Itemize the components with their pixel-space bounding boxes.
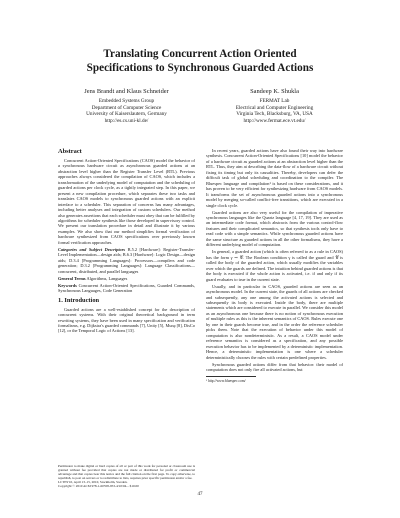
general-terms-heading: General Terms <box>58 275 86 281</box>
left-column <box>58 148 195 336</box>
right-column <box>206 148 343 383</box>
keywords-text: Concurrent Action-Oriented Specifications, Guarded Commands, Synchronous Languages, Code Generation <box>58 282 195 294</box>
permission-block <box>58 464 195 489</box>
page-number: 47 <box>197 492 203 497</box>
conference-info: LCTES'10, April 13–15, 2010, Stockholm, Sweden. <box>58 480 128 485</box>
body-paragraph: Usually, and in particular in CAOS, guarded actions are seen as an asynchronous model. In the current state, the guards of all actions are checked and subsequently, any one among the activated actions is selected and subsequently its body is executed. Inside the body, there are multiple statements which are considered to execute in parallel. We consider this model as an asynchronous one because there is no notion of synchronous execution of multiple rules as this is the inherent semantics of CAOS. Rules execute one by one in their guards become true, and in the order the reference scheduler picks them. Note that the execution of behavior under this model of computation is also nondeterministic. As a result, a CAOS model under reference semantics is considered as a specification, and any possible execution behavior has to be implemented by a deterministic implementation. Hence, a deterministic implementation is one where a scheduler deterministically chooses the rules with certain predefined properties. <box>206 283 343 360</box>
author-block-1 <box>58 88 195 124</box>
introduction-heading: 1. Introduction <box>58 296 100 304</box>
categories-paragraph <box>58 247 195 274</box>
intro-paragraph: Guarded actions are a well-established concept for the description of concurrent systems. With their original theoretical background in term rewriting systems, they have been used in many specification and verification formalisms, e.g. Dijkstra's guarded commands [7], Unity [5], Murφ [8], DisCo [12], or the Temporal Logic of Actions [13]. <box>58 306 195 334</box>
author-affiliation: Electrical and Computer Engineering <box>235 104 314 111</box>
body-paragraph: Synchronous guarded actions differ from that behavior: their model of computation does not only fire all activated actions, but <box>206 361 343 373</box>
title-line-2: Specifications to Synchronous Guarded Actions <box>86 61 314 74</box>
footnote-divider <box>206 376 256 377</box>
body-paragraph: Guarded actions are also very useful for the compilation of imperative synchronous languages like the Quartz language [4, 17, 19]. They are used as an intermediate code format, which abstracts from the various control-flow features and their complicated semantics, so that synthesis tools only have to read code with a simple semantics. While synchronous guarded actions have the same structure as guarded actions in all the other formalisms, they have a different underlying model of computation. <box>206 209 343 248</box>
keywords-paragraph <box>58 283 195 294</box>
body-paragraph: In general, a guarded action (which is often referred to as a rule in CAOS) has the form γ ⇒ 𝒞. The Boolean condition γ is called the guard and 𝒞 is called the body of the guarded action, which usually modifies the variables over which the guards are defined. The intuition behind guarded actions is that the body is executed if the whole action is activated, i.e. if and only if its guard evaluates to true in the current state. <box>206 249 343 282</box>
author-affiliation: Embedded Systems Group <box>98 98 155 104</box>
keywords-heading: Keywords <box>58 282 77 288</box>
paper-title <box>0 48 400 75</box>
author-names: Sandeep K. Shukla <box>250 88 299 95</box>
author-affiliation: Department of Computer Science <box>91 104 162 111</box>
author-affiliation: FERMAT Lab <box>259 98 290 104</box>
author-names: Jens Brandt and Klaus Schneider <box>84 88 169 95</box>
abstract-text: Concurrent Action-Oriented Specifications (CAOS) model the behavior of a synchronous hardware circuit as asynchronous guarded actions at an abstraction level higher than the Register Transfer Level (RTL). Previous approaches always considered the compilation of CAOS, which includes a transformation of the underlying model of computation and the scheduling of guarded actions per clock cycle, as a tightly integrated step. In this paper, we present a new compilation procedure, which separates these two tasks and translates CAOS models to synchronous guarded actions with an explicit interface to a scheduler. This separation of concerns has many advantages, including better analyses and integration of custom schedulers. Our method also generates assertions that each scheduler must obey that can be fulfilled by algorithms for scheduler synthesis like those developed in supervisory control. We present our translation procedure in detail and illustrate it by various examples. We also show that our method simplifies formal verification of hardware synthesized from CAOS specifications over previously known formal verification approaches. <box>58 158 195 245</box>
author-affiliation: University of Kaiserslautern, Germany <box>86 111 167 118</box>
categories-text: B.5.2 [Hardware]: Register-Transfer-Level Implementation—design aids; B.6.3 [Hardware]: Logic Design—design aids; D.3.4 [Programming Languages]: Processors—compilers and code generation; D.3.2 [Programming Languages]: Language Classifications—concurrent, distributed, and parallel languages <box>58 246 195 274</box>
general-terms-text: Algorithms, Languages <box>86 275 128 281</box>
permission-text: Permission to make digital or hard copies of all or part of this work for personal or classroom use is granted without fee provided that copies are not made or distributed for profit or commercial advantage and that copies bear this notice and the full citation on the first page. To copy otherwise, to republish, to post on servers or to redistribute to lists, requires prior specific permission and/or a fee. <box>58 464 195 481</box>
title-line-1: Translating Concurrent Action Oriented <box>103 48 297 60</box>
author-affiliation: Virginia Tech, Blacksburg, VA, USA <box>236 111 313 118</box>
author-url-link[interactable]: http://www.fermat.ece.vt.edu/ <box>243 117 306 124</box>
footnote-link[interactable]: ¹ http://www.bluespec.com/ <box>206 378 246 383</box>
copyright-info: Copyright © 2010 ACM 978-1-60558-953-4/10/04... $10.00 <box>58 484 139 489</box>
categories-heading: Categories and Subject Descriptors <box>58 246 126 252</box>
abstract-heading: Abstract <box>58 148 82 155</box>
general-terms-paragraph <box>58 276 195 281</box>
author-block-2 <box>206 88 343 124</box>
body-paragraph: In recent years, guarded actions have also found their way into hardware synthesis. Concurrent Action-Oriented Specifications [10] model the behavior of a hardware circuit as guarded actions at an abstraction level higher than the RTL. Thus, they aim at describing the data-flow of a hardware circuit without fixing its timing but only its causalities. Thereby, developers can defer the difficult task of global scheduling and coordination to the compiler. The Bluespec language and compilation¹ is based on these considerations, and it has proven to be very efficient for synthesizing hardware from CAOS models. It transforms the set of asynchronous guarded actions into a synchronous model by merging so-called conflict-free transitions, which are executed in a single clock cycle. <box>206 148 343 208</box>
author-url-link[interactable]: http://es.cs.uni-kl.de/ <box>104 117 149 124</box>
